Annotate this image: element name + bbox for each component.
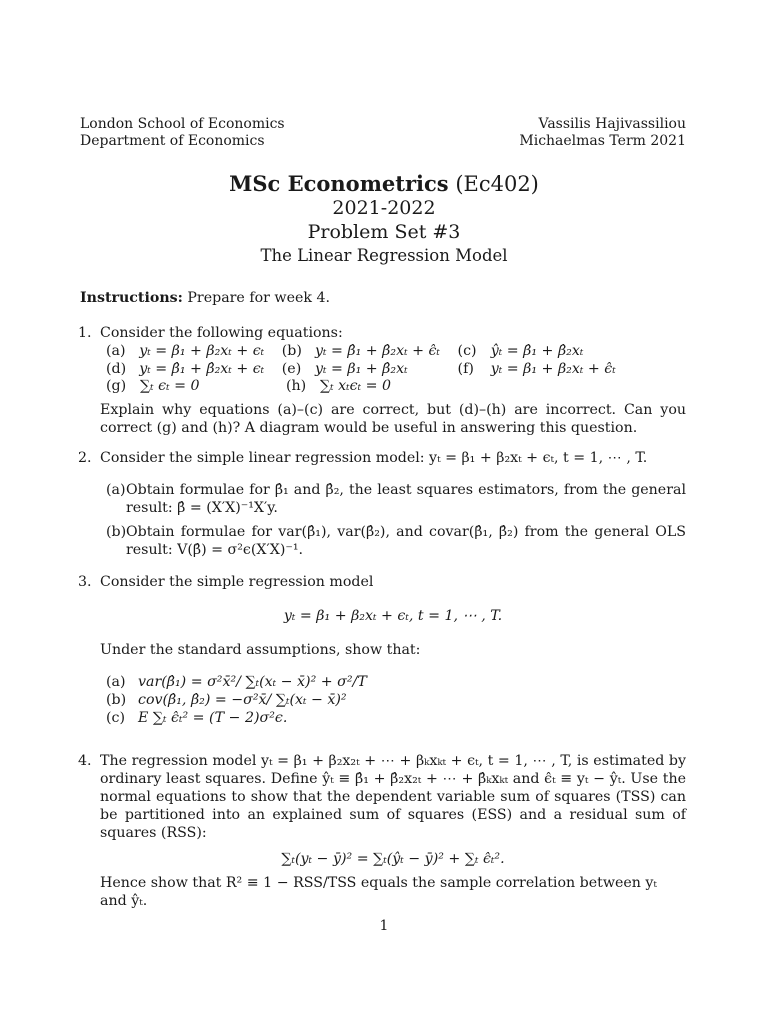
result-b: cov(β̂₁, β̂₂) = −σ²x̄/ ∑ₜ(xₜ − x̄)² <box>138 692 347 708</box>
sub-text: Obtain formulae for β̂₁ and β̂₂, the least squares estimators, from the general result: β̂ = (X′X)⁻¹X′y. <box>126 482 686 516</box>
sub-label: (c) <box>106 710 126 726</box>
question-explanation: Explain why equations (a)–(c) are correct, but (d)–(h) are incorrect. Can you correct (g) and (h)? A diagram would be useful in answering this question. <box>100 401 686 436</box>
result-c: E ∑ₜ ϵ̂ₜ² = (T − 2)σ²ϵ. <box>138 710 288 726</box>
assumptions-text: Under the standard assumptions, show that: <box>100 642 421 658</box>
page-number: 1 <box>379 918 389 934</box>
course-name: MSc Econometrics <box>229 171 449 196</box>
question-number: 4. <box>78 753 92 769</box>
equation-f: yₜ = β₁ + β₂xₜ + ϵ̂ₜ <box>490 360 616 377</box>
equation-e: yₜ = β₁ + β̂₂xₜ <box>314 360 408 377</box>
display-equation: ∑ₜ(yₜ − ȳ)² = ∑ₜ(ŷₜ − ȳ)² + ∑ₜ ϵ̂ₜ². <box>281 851 505 867</box>
equation-h: ∑ₜ xₜϵₜ = 0 <box>320 378 392 394</box>
subquestion-list <box>100 673 686 727</box>
institution: London School of Economics <box>80 116 285 132</box>
question-2 <box>78 449 686 559</box>
topic-title: The Linear Regression Model <box>260 246 508 265</box>
eq-label: (g) <box>106 378 127 394</box>
instructions <box>80 289 686 307</box>
eq-label: (b) <box>281 343 302 359</box>
sub-label: (b) <box>106 692 127 708</box>
question-4 <box>78 752 686 910</box>
eq-label: (h) <box>286 378 307 394</box>
question-number: 3. <box>78 574 92 590</box>
question-intro: Consider the simple linear regression model: yₜ = β₁ + β₂xₜ + ϵₜ, t = 1, ⋯ , T. <box>100 450 648 466</box>
term: Michaelmas Term 2021 <box>519 133 686 149</box>
question-number: 2. <box>78 450 92 466</box>
instructions-text: Prepare for week 4. <box>187 290 331 306</box>
header-left <box>80 116 285 150</box>
sub-text: Obtain formulae for var(β̂₁), var(β̂₂), and covar(β̂₁, β̂₂) from the general OLS result: V(β̂) = σ²ϵ(X′X)⁻¹. <box>126 524 686 558</box>
eq-label: (d) <box>106 360 127 377</box>
question-1 <box>78 324 686 437</box>
sub-label: (a) <box>106 482 126 498</box>
sub-label: (b) <box>106 524 127 540</box>
eq-label: (a) <box>106 343 126 359</box>
equation-c: ŷₜ = β̂₁ + β̂₂xₜ <box>490 343 584 359</box>
display-equation: yₜ = β₁ + β₂xₜ + ϵₜ, t = 1, ⋯ , T. <box>283 608 503 624</box>
department: Department of Economics <box>80 133 265 149</box>
subquestion-a <box>100 481 686 517</box>
header-right <box>519 116 686 150</box>
equation-a: yₜ = β₁ + β₂xₜ + ϵₜ <box>139 343 265 359</box>
eq-label: (f) <box>457 360 474 377</box>
instructions-label: Instructions: <box>80 290 183 306</box>
academic-year: 2021-2022 <box>332 197 436 219</box>
question-number: 1. <box>78 325 92 341</box>
equation-g: ∑ₜ ϵₜ = 0 <box>140 378 200 394</box>
course-title <box>0 171 768 197</box>
equation-b: yₜ = β̂₁ + β̂₂xₜ + ϵ̂ₜ <box>314 343 440 359</box>
title-block <box>0 171 768 267</box>
equation-d: yₜ = β̂₁ + β̂₂xₜ + ϵₜ <box>139 360 265 377</box>
question-3 <box>78 573 686 727</box>
sub-label: (a) <box>106 674 126 690</box>
result-a: var(β̂₁) = σ²x̄²/ ∑ₜ(xₜ − x̄)² + σ²/T <box>138 674 367 690</box>
question-intro: Consider the simple regression model <box>100 574 374 590</box>
eq-label: (c) <box>457 343 477 359</box>
question-text: The regression model yₜ = β₁ + β₂x₂ₜ + ⋯ + βₖxₖₜ + ϵₜ, t = 1, ⋯ , T, is estimated by ordinary least squares. Define ŷₜ ≡ β̂₁ + β̂₂x₂ₜ + ⋯ + β̂ₖxₖₜ and ϵ̂ₜ ≡ yₜ − ŷₜ. Use the normal equations to show that the dependent variable sum of squares (TSS) can be partitioned into an explained sum of squares (ESS) and a residual sum of squares (RSS): <box>100 753 686 841</box>
question-intro: Consider the following equations: <box>100 325 343 341</box>
author: Vassilis Hajivassiliou <box>538 116 686 132</box>
question-conclusion: Hence show that R² ≡ 1 − RSS/TSS equals the sample correlation between yₜ and ŷₜ. <box>100 875 657 909</box>
course-code: (Ec402) <box>455 172 539 196</box>
equation-grid <box>106 342 686 395</box>
problem-set-title: Problem Set #3 <box>307 221 461 243</box>
subquestion-b <box>100 523 686 559</box>
eq-label: (e) <box>281 360 302 377</box>
